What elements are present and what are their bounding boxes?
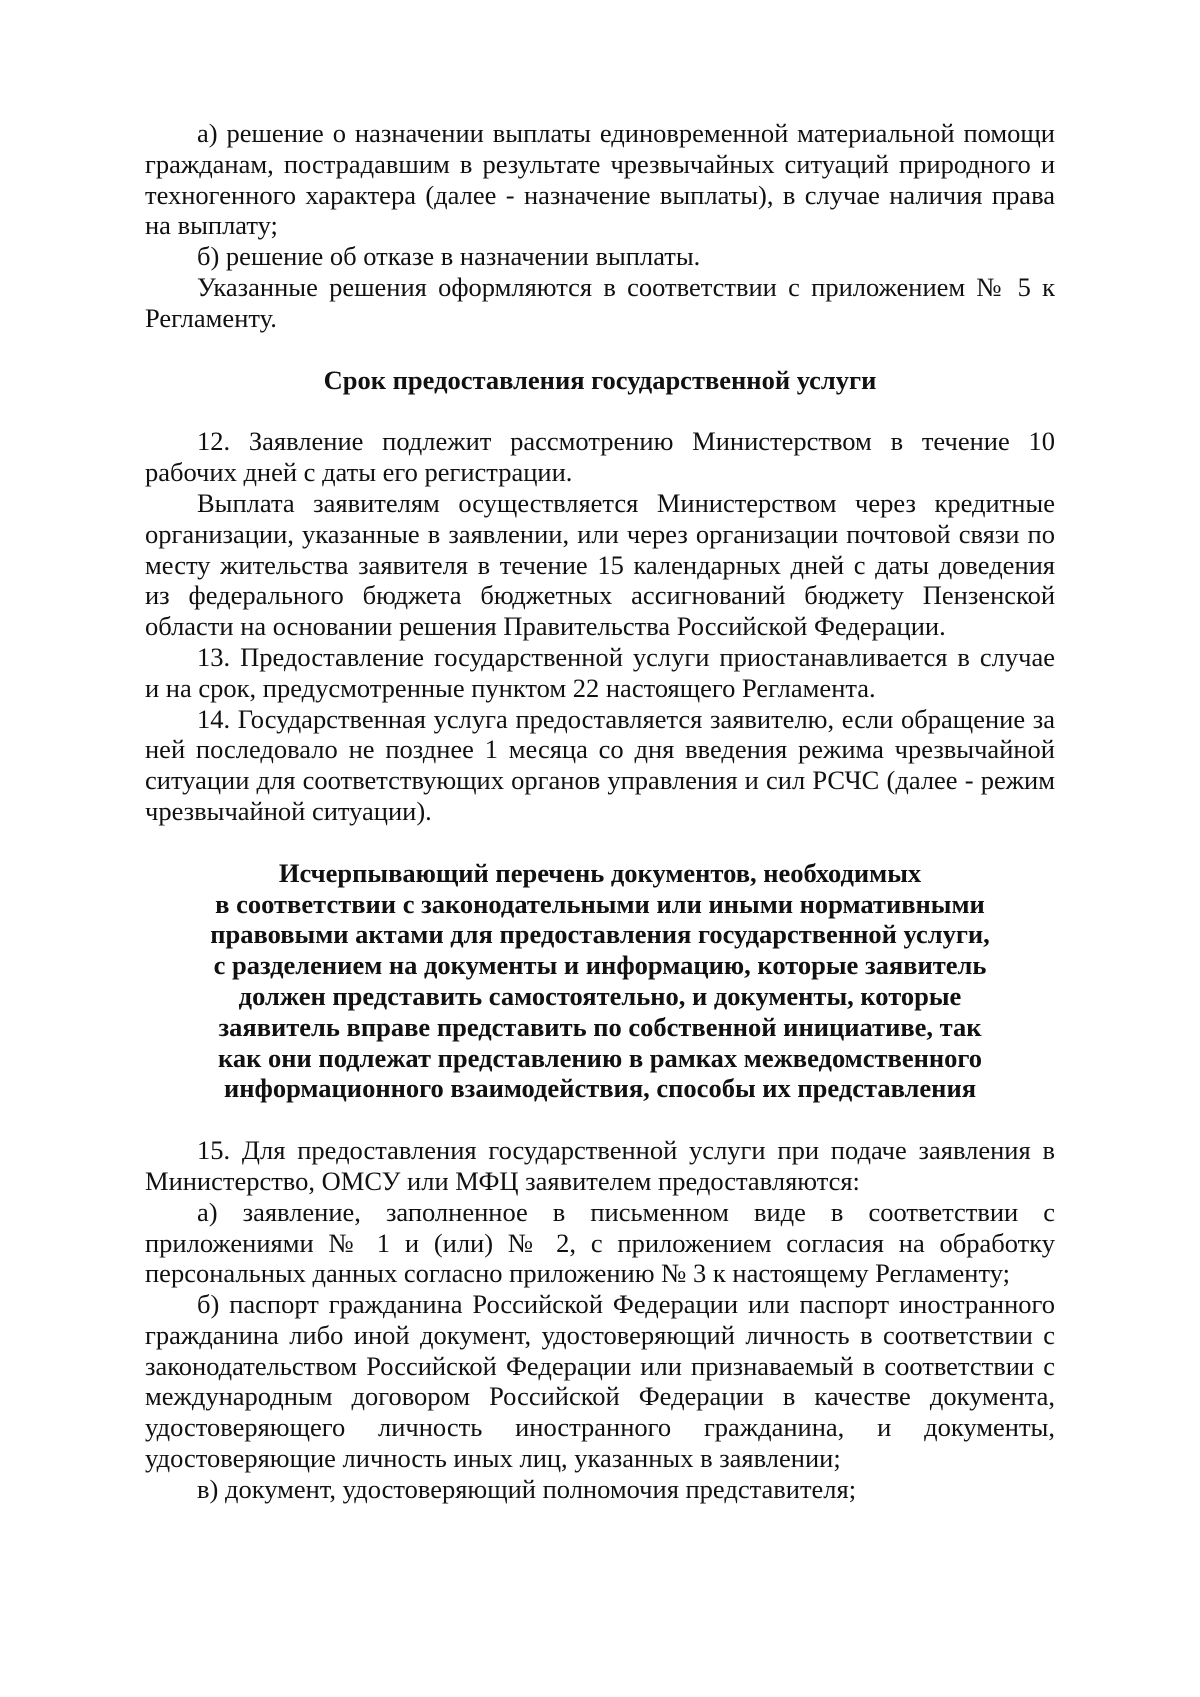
paragraph-item-15-v: в) документ, удостоверяющий полномочия представителя;	[197, 1473, 857, 1504]
paragraph-item-15-a: а) заявление, заполненное в письменном виде в соответствии с приложениями № 1 и (или) № 2, с приложением согласия на обработку персональных данных согласно приложению № 3 к настоящему Регламенту;	[145, 1196, 1055, 1289]
section-heading-term: Срок предоставления государственной услуги	[323, 364, 877, 395]
paragraph-decisions-format: Указанные решения оформляются в соответствии с приложением № 5 к Регламенту.	[145, 271, 1055, 333]
paragraph-payment: Выплата заявителям осуществляется Министерством через кредитные организации, указанные в заявлении, или через организации почтовой связи по месту жительства заявителя в течение 15 календарных дней с даты доведения из федерального бюджета бюджетных ассигнований бюджету Пензенской области на основании решения Правительства Российской Федерации.	[145, 487, 1055, 642]
heading-line: с разделением на документы и информацию, которые заявитель	[213, 950, 987, 981]
section-heading-documents	[145, 858, 1055, 1104]
paragraph-decision-a: а) решение о назначении выплаты единовременной материальной помощи гражданам, пострадавшим в результате чрезвычайных ситуаций природного и техногенного характера (далее - назначение выплаты), в случае наличия права на выплату;	[145, 118, 1055, 241]
heading-line: в соответствии с законодательными или иными нормативными	[215, 888, 985, 919]
paragraph-item-13: 13. Предоставление государственной услуги приостанавливается в случае и на срок, предусмотренные пунктом 22 настоящего Регламента.	[145, 641, 1055, 703]
document-page	[145, 118, 1055, 1505]
heading-line: информационного взаимодействия, способы их представления	[223, 1073, 977, 1104]
heading-line: заявитель вправе представить по собственной инициативе, так	[218, 1011, 982, 1042]
paragraph-item-12: 12. Заявление подлежит рассмотрению Министерством в течение 10 рабочих дней с даты его регистрации.	[145, 426, 1055, 488]
paragraph-item-15-b: б) паспорт гражданина Российской Федерации или паспорт иностранного гражданина либо иной документ, удостоверяющий личность в соответствии с законодательством Российской Федерации или признаваемый в соответствии с международным договором Российской Федерации в качестве документа, удостоверяющего личность иностранного гражданина, и документы, удостоверяющие личность иных лиц, указанных в заявлении;	[145, 1289, 1055, 1474]
heading-line: правовыми актами для предоставления государственной услуги,	[210, 919, 990, 950]
heading-line: Исчерпывающий перечень документов, необходимых	[278, 857, 922, 888]
heading-line: как они подлежат представлению в рамках межведомственного	[218, 1042, 982, 1073]
paragraph-item-14: 14. Государственная услуга предоставляется заявителю, если обращение за ней последовало не позднее 1 месяца со дня введения режима чрезвычайной ситуации для соответствующих органов управления и сил РСЧС (далее - режим чрезвычайной ситуации).	[145, 703, 1055, 826]
heading-line: должен представить самостоятельно, и документы, которые	[238, 980, 962, 1011]
paragraph-item-15: 15. Для предоставления государственной услуги при подаче заявления в Министерство, ОМСУ или МФЦ заявителем предоставляются:	[145, 1135, 1055, 1196]
paragraph-decision-b: б) решение об отказе в назначении выплаты.	[197, 241, 701, 272]
